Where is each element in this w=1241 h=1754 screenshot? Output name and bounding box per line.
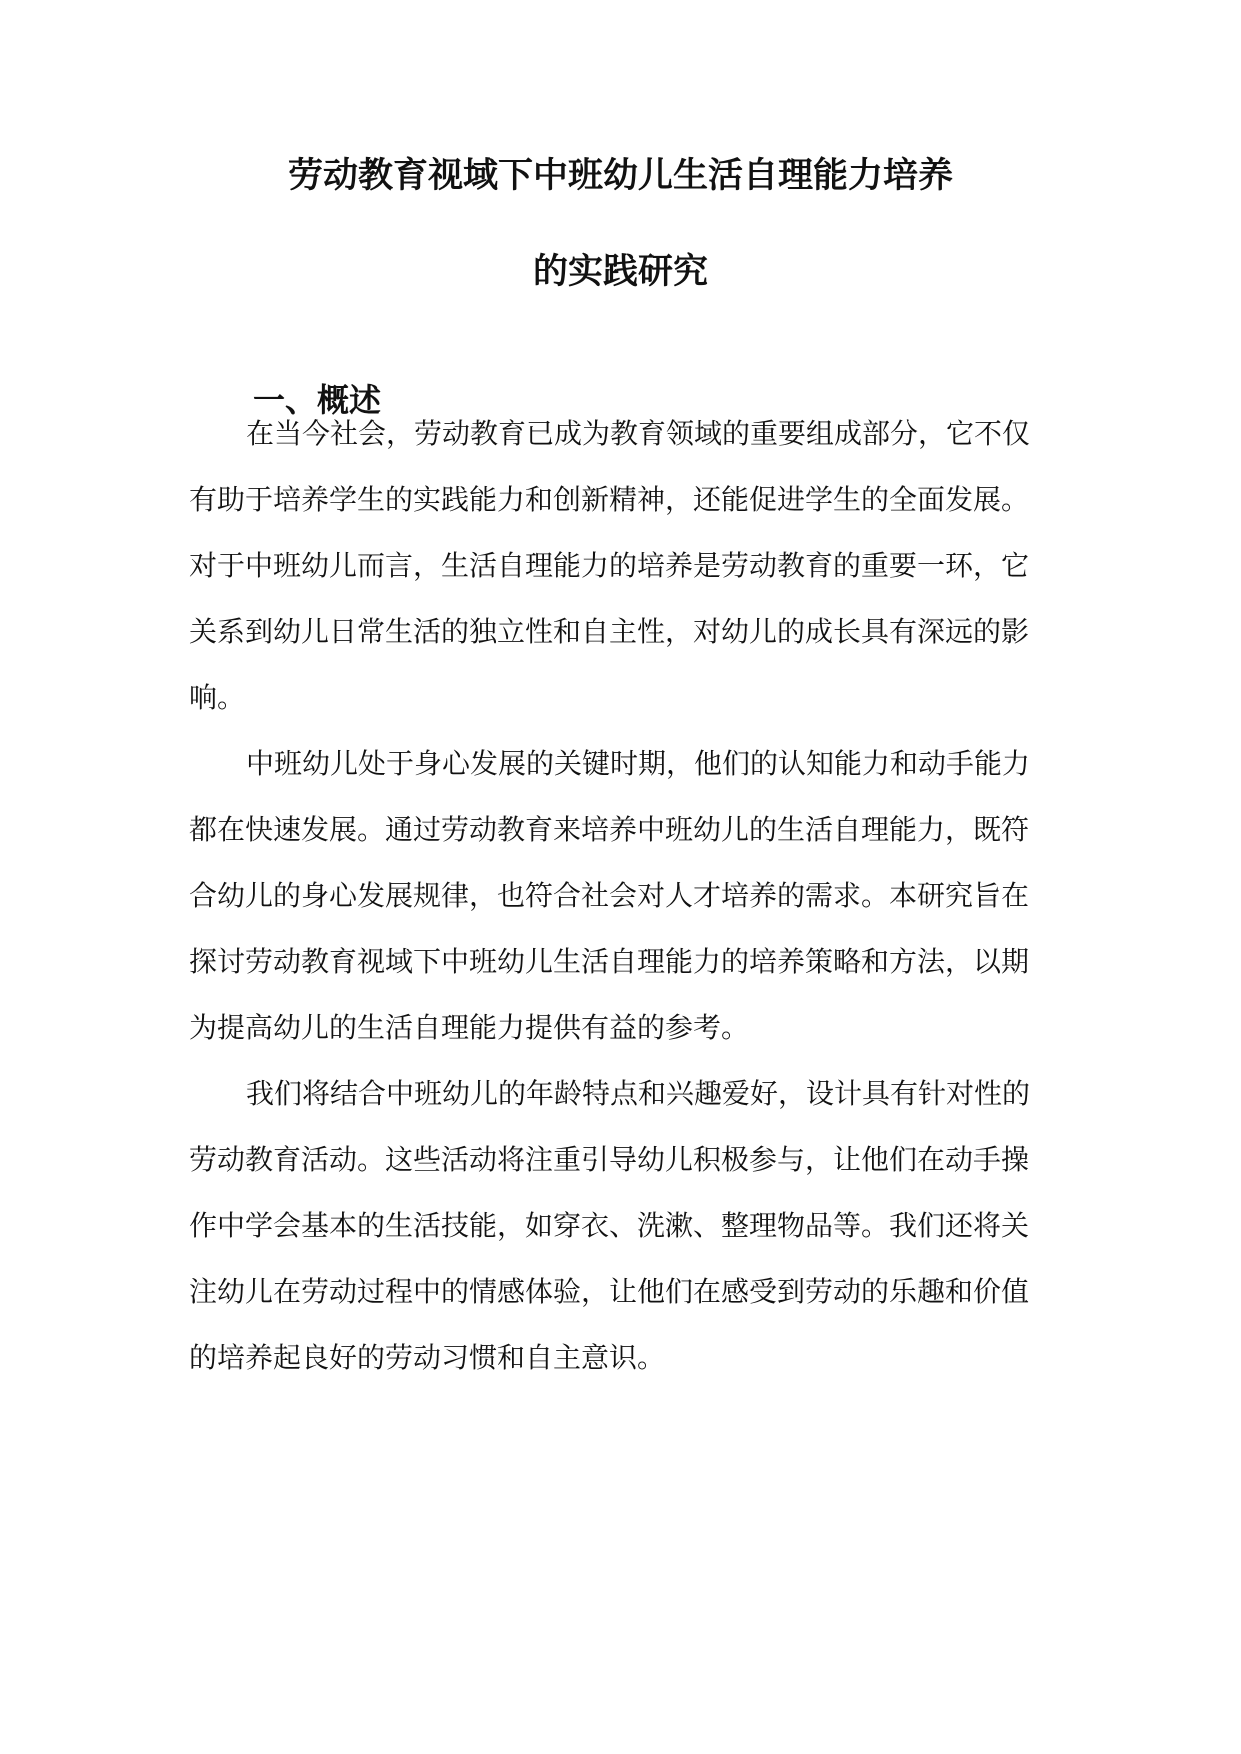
paragraph-line: 作中学会基本的生活技能，如穿衣、洗漱、整理物品等。我们还将关: [189, 1209, 1030, 1242]
section-heading: 一、概述: [253, 381, 382, 419]
paragraph-line: 响。: [189, 681, 246, 714]
paragraph-line: 为提高幼儿的生活自理能力提供有益的参考。: [189, 1011, 750, 1044]
paragraph-line: 在当今社会，劳动教育已成为教育领域的重要组成部分，它不仅: [246, 417, 1031, 450]
paragraph-line: 合幼儿的身心发展规律，也符合社会对人才培养的需求。本研究旨在: [189, 879, 1030, 912]
paragraph-line: 关系到幼儿日常生活的独立性和自主性，对幼儿的成长具有深远的影: [189, 615, 1030, 648]
document-title-line-1: 劳动教育视域下中班幼儿生活自理能力培养: [287, 156, 953, 196]
paragraph-line: 中班幼儿处于身心发展的关键时期，他们的认知能力和动手能力: [246, 747, 1031, 780]
paragraph-line: 我们将结合中班幼儿的年龄特点和兴趣爱好，设计具有针对性的: [246, 1077, 1031, 1110]
paragraph-line: 的培养起良好的劳动习惯和自主意识。: [189, 1341, 666, 1374]
paragraph-line: 都在快速发展。通过劳动教育来培养中班幼儿的生活自理能力，既符: [189, 813, 1030, 846]
paragraph-line: 探讨劳动教育视域下中班幼儿生活自理能力的培养策略和方法，以期: [189, 945, 1030, 978]
paragraph-line: 劳动教育活动。这些活动将注重引导幼儿积极参与，让他们在动手操: [189, 1143, 1030, 1176]
paragraph-line: 注幼儿在劳动过程中的情感体验，让他们在感受到劳动的乐趣和价值: [189, 1275, 1030, 1308]
document-title-line-2: 的实践研究: [532, 252, 708, 292]
paragraph-line: 有助于培养学生的实践能力和创新精神，还能促进学生的全面发展。: [189, 483, 1030, 516]
paragraph-line: 对于中班幼儿而言，生活自理能力的培养是劳动教育的重要一环，它: [189, 549, 1030, 582]
